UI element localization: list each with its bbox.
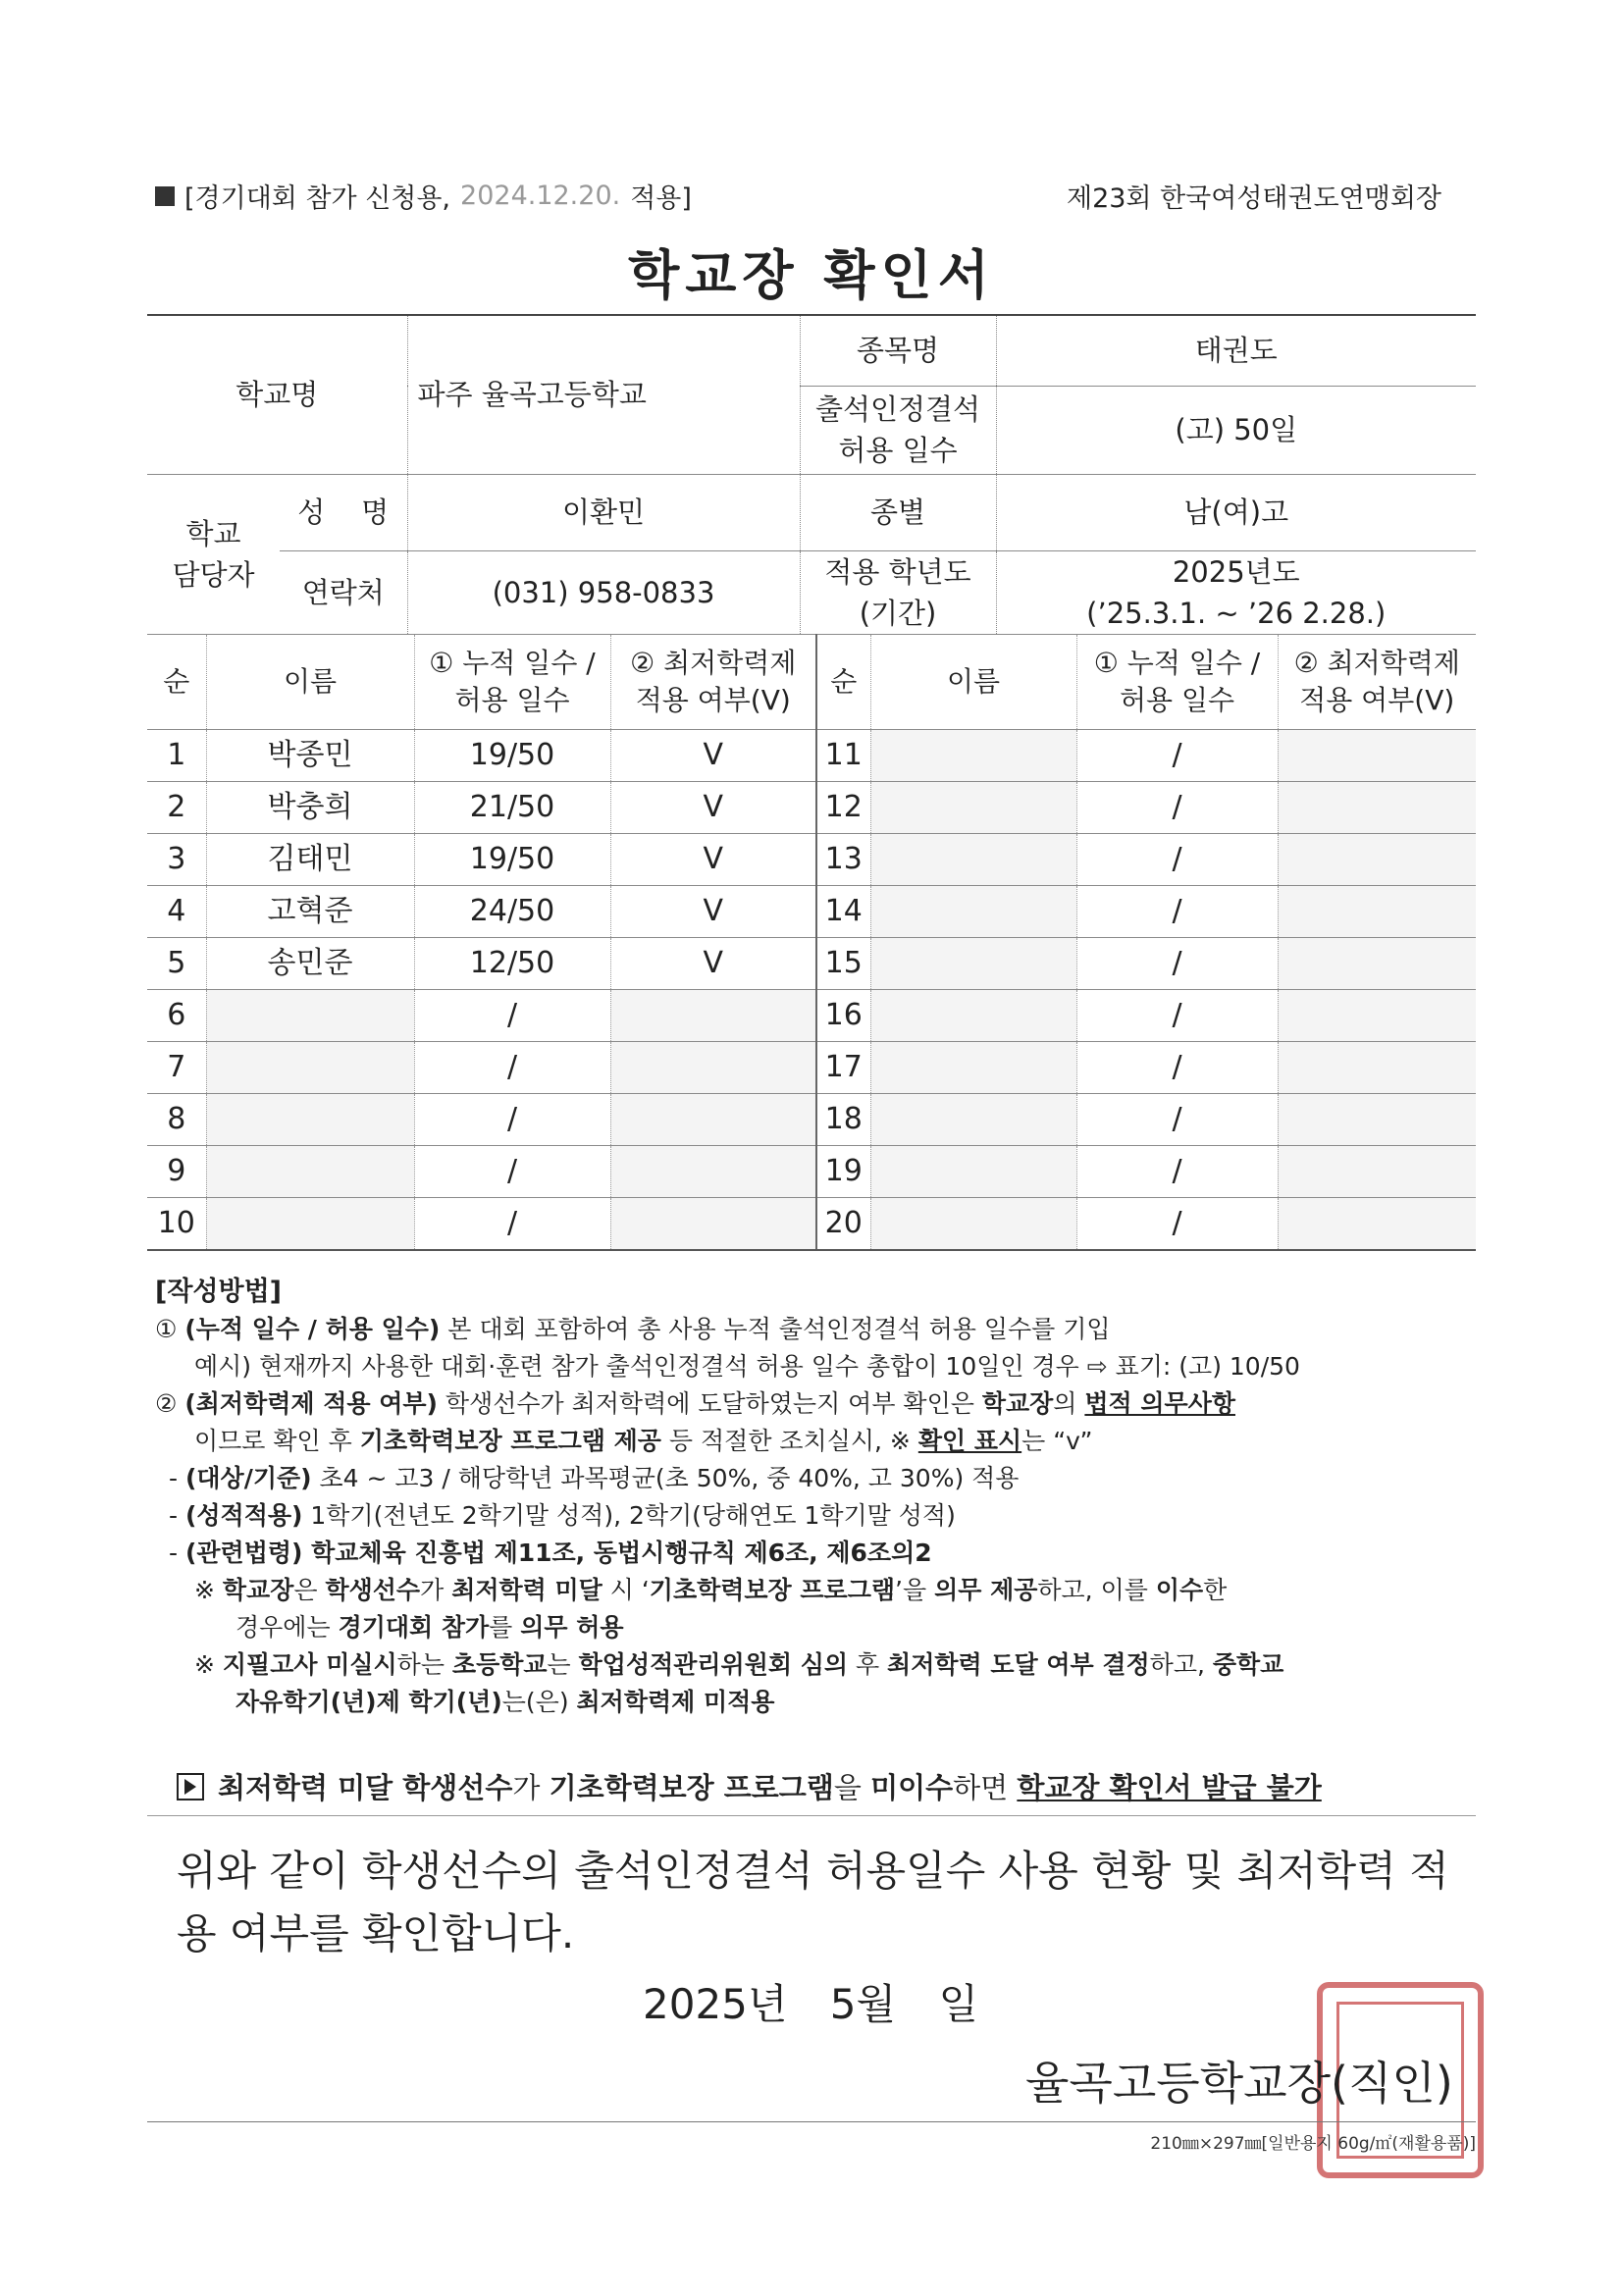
num: ① bbox=[155, 1315, 185, 1343]
header-no-right: 순 bbox=[816, 635, 870, 730]
note-2-cont bbox=[155, 1684, 1300, 1721]
text: 하는 bbox=[396, 1650, 452, 1679]
instruction-target bbox=[155, 1460, 1300, 1497]
header-name-left: 이름 bbox=[206, 635, 414, 730]
term: 자유학기(년)제 학기(년) bbox=[236, 1688, 502, 1716]
term: 의무 제공 bbox=[934, 1576, 1038, 1604]
year-label-line2: (기간) bbox=[859, 596, 937, 630]
header-name-right: 이름 bbox=[870, 635, 1076, 730]
term: 학교장 bbox=[981, 1389, 1054, 1418]
term: 학생선수 bbox=[325, 1576, 421, 1604]
event-label: 종목명 bbox=[800, 315, 996, 386]
allow-days-label-line2: 허용 일수 bbox=[838, 434, 958, 467]
student-name bbox=[206, 1146, 414, 1198]
paper-spec-note: 210㎜×297㎜[일반용지 60g/㎡(재활용품)] bbox=[1150, 2134, 1476, 2154]
warning-note bbox=[177, 1766, 1322, 1806]
days-used: 24/50 bbox=[414, 886, 610, 938]
usage-prefix: [경기대회 참가 신청용, bbox=[184, 183, 451, 214]
min-academic-check bbox=[1278, 1042, 1476, 1094]
term: 이수 bbox=[1155, 1576, 1204, 1604]
header-days-line1: ① 누적 일수 / bbox=[429, 647, 596, 680]
header-days-left bbox=[414, 635, 610, 730]
min-academic-check bbox=[1278, 1094, 1476, 1146]
header-no-left: 순 bbox=[147, 635, 206, 730]
instruction-grades bbox=[155, 1497, 1300, 1535]
year-value bbox=[996, 550, 1476, 634]
term: (누적 일수 / 허용 일수) bbox=[184, 1315, 441, 1343]
table-header-row bbox=[147, 635, 1476, 730]
min-academic-check bbox=[610, 1146, 816, 1198]
row-number: 1 bbox=[147, 730, 206, 782]
days-used: / bbox=[1076, 886, 1278, 938]
text: 을 bbox=[833, 1771, 871, 1804]
row-number: 7 bbox=[147, 1042, 206, 1094]
contact-value: (031) 958-0833 bbox=[407, 550, 800, 634]
instruction-1 bbox=[155, 1311, 1300, 1348]
table-row bbox=[147, 782, 1476, 834]
term: 지필고사 미실시 bbox=[222, 1650, 397, 1679]
header-days-right bbox=[1076, 635, 1278, 730]
dash: - bbox=[169, 1539, 185, 1567]
term: 최저학력제 미적용 bbox=[576, 1688, 775, 1716]
text: 하면 bbox=[953, 1771, 1018, 1804]
allow-days-label-line1: 출석인정결석 bbox=[814, 391, 981, 426]
days-used: 21/50 bbox=[414, 782, 610, 834]
row-number: 9 bbox=[147, 1146, 206, 1198]
manager-label bbox=[147, 474, 280, 634]
min-academic-check bbox=[610, 990, 816, 1042]
days-used: 19/50 bbox=[414, 730, 610, 782]
student-name: 박충희 bbox=[206, 782, 414, 834]
year-label bbox=[800, 550, 996, 634]
min-academic-check bbox=[1278, 730, 1476, 782]
term: 최저학력 미달 학생선수 bbox=[218, 1771, 513, 1804]
header-min-line1: ② 최저학력제 bbox=[630, 647, 797, 680]
text: 하고, 이를 bbox=[1037, 1576, 1156, 1604]
row-number: 18 bbox=[816, 1094, 870, 1146]
text: 경우에는 bbox=[236, 1613, 339, 1642]
name-value: 이환민 bbox=[407, 474, 800, 550]
row-number: 16 bbox=[816, 990, 870, 1042]
row-number: 4 bbox=[147, 886, 206, 938]
min-academic-check bbox=[1278, 1198, 1476, 1251]
manager-label-line1: 학교 bbox=[185, 516, 241, 550]
days-used: 19/50 bbox=[414, 834, 610, 886]
table-row bbox=[147, 1146, 1476, 1198]
allow-days-value: (고) 50일 bbox=[996, 386, 1476, 474]
name-label: 성 명 bbox=[280, 474, 407, 550]
min-academic-check bbox=[610, 1042, 816, 1094]
student-name bbox=[870, 782, 1076, 834]
student-name: 송민준 bbox=[206, 938, 414, 990]
note-2 bbox=[155, 1646, 1300, 1684]
student-name bbox=[870, 938, 1076, 990]
term: 법적 의무사항 bbox=[1084, 1389, 1235, 1418]
text: 는 “v” bbox=[1021, 1427, 1093, 1455]
year-value-line1: 2025년도 bbox=[1172, 554, 1300, 589]
term: 최저학력 도달 여부 결정 bbox=[887, 1650, 1150, 1679]
student-name bbox=[206, 990, 414, 1042]
term: (최저학력제 적용 여부) bbox=[184, 1389, 438, 1418]
school-label: 학교명 bbox=[147, 315, 407, 474]
student-name bbox=[206, 1198, 414, 1251]
min-academic-check bbox=[1278, 990, 1476, 1042]
student-name: 고혁준 bbox=[206, 886, 414, 938]
table-row bbox=[147, 834, 1476, 886]
min-academic-check bbox=[1278, 886, 1476, 938]
text: 가 bbox=[512, 1771, 550, 1804]
form-usage-note bbox=[155, 177, 692, 215]
student-name bbox=[870, 1146, 1076, 1198]
confirmation-statement: 위와 같이 학생선수의 출석인정결석 허용일수 사용 현황 및 최저학력 적용 여부를 확인합니다. bbox=[177, 1847, 1449, 1957]
days-used: 12/50 bbox=[414, 938, 610, 990]
student-name: 박종민 bbox=[206, 730, 414, 782]
type-value: 남(여)고 bbox=[996, 474, 1476, 550]
info-table bbox=[147, 314, 1476, 635]
instructions-heading: [작성방법] bbox=[155, 1277, 283, 1307]
row-number: 3 bbox=[147, 834, 206, 886]
school-value: 파주 율곡고등학교 bbox=[407, 315, 800, 474]
table-row bbox=[147, 990, 1476, 1042]
text: 를 bbox=[489, 1613, 521, 1642]
days-used: / bbox=[414, 1146, 610, 1198]
student-name: 김태민 bbox=[206, 834, 414, 886]
term: (관련법령) 학교체육 진흥법 제11조, 동법시행규칙 제6조, 제6조의2 bbox=[184, 1539, 932, 1567]
student-rows bbox=[147, 730, 1476, 1251]
issuer-header: 제23회 한국여성태권도연맹회장 bbox=[1066, 183, 1441, 214]
days-used: / bbox=[414, 1198, 610, 1251]
header-min-right bbox=[1278, 635, 1476, 730]
event-value: 태권도 bbox=[996, 315, 1476, 386]
header-min-line2: 적용 여부(V) bbox=[1299, 684, 1455, 716]
text: 후 bbox=[848, 1650, 888, 1679]
dash: - bbox=[169, 1464, 185, 1492]
allow-days-label bbox=[800, 386, 996, 474]
row-number: 5 bbox=[147, 938, 206, 990]
term: 경기대회 참가 bbox=[338, 1613, 490, 1642]
row-number: 6 bbox=[147, 990, 206, 1042]
term: 미이수 bbox=[870, 1771, 954, 1804]
min-academic-check: V bbox=[610, 782, 816, 834]
min-academic-check bbox=[1278, 834, 1476, 886]
term: 최저학력 미달 bbox=[451, 1576, 602, 1604]
instructions-section bbox=[155, 1274, 1300, 1721]
student-name bbox=[870, 1094, 1076, 1146]
days-used: / bbox=[1076, 782, 1278, 834]
square-bullet-icon bbox=[155, 186, 175, 206]
row-number: 14 bbox=[816, 886, 870, 938]
row-number: 13 bbox=[816, 834, 870, 886]
issue-date: 2025년 5월 일 bbox=[643, 1980, 979, 2028]
text: 이므로 확인 후 bbox=[194, 1427, 360, 1455]
min-academic-check: V bbox=[610, 834, 816, 886]
year-label-line1: 적용 학년도 bbox=[824, 554, 971, 589]
note-1 bbox=[155, 1572, 1300, 1609]
text: 시 ‘ bbox=[602, 1576, 650, 1604]
student-name bbox=[870, 990, 1076, 1042]
term: (대상/기준) bbox=[184, 1464, 312, 1492]
student-name bbox=[870, 886, 1076, 938]
usage-date: 2024.12.20. bbox=[460, 181, 621, 211]
mark: ※ bbox=[194, 1576, 223, 1604]
student-name bbox=[870, 1042, 1076, 1094]
term: (성적적용) bbox=[184, 1501, 303, 1530]
days-used: / bbox=[1076, 990, 1278, 1042]
contact-label: 연락처 bbox=[280, 550, 407, 634]
divider bbox=[147, 2121, 1476, 2122]
header-days-line2: 허용 일수 bbox=[454, 684, 570, 716]
table-row bbox=[147, 1042, 1476, 1094]
row-number: 12 bbox=[816, 782, 870, 834]
min-academic-check bbox=[1278, 782, 1476, 834]
instruction-laws bbox=[155, 1535, 1300, 1572]
num: ② bbox=[155, 1389, 185, 1418]
instruction-2-cont bbox=[155, 1423, 1300, 1460]
table-row bbox=[147, 886, 1476, 938]
document-title: 학교장 확인서 bbox=[628, 244, 995, 306]
year-value-line2: (’25.3.1. ~ ’26 2.28.) bbox=[1086, 596, 1387, 630]
header-days-line2: 허용 일수 bbox=[1119, 684, 1235, 716]
term: 학교장 확인서 발급 불가 bbox=[1017, 1771, 1322, 1804]
table-row bbox=[147, 1094, 1476, 1146]
min-academic-check bbox=[610, 1198, 816, 1251]
text: 가 bbox=[420, 1576, 452, 1604]
arrow-box-icon bbox=[177, 1773, 204, 1800]
student-table bbox=[147, 634, 1476, 1251]
term: 확인 표시 bbox=[917, 1427, 1022, 1455]
term: 기초학력보장 프로그램 bbox=[649, 1576, 896, 1604]
row-number: 19 bbox=[816, 1146, 870, 1198]
student-name bbox=[870, 834, 1076, 886]
days-used: / bbox=[1076, 1146, 1278, 1198]
min-academic-check bbox=[1278, 938, 1476, 990]
row-number: 15 bbox=[816, 938, 870, 990]
row-number: 11 bbox=[816, 730, 870, 782]
text: 는 bbox=[547, 1650, 579, 1679]
instruction-1-example: 예시) 현재까지 사용한 대회·훈련 참가 출석인정결석 허용 일수 총합이 10일인 경우 ⇨ 표기: (고) 10/50 bbox=[194, 1352, 1300, 1381]
text: 1학기(전년도 2학기말 성적), 2학기(당해연도 1학기말 성적) bbox=[302, 1501, 956, 1530]
term: 학교장 bbox=[222, 1576, 294, 1604]
mark: ※ bbox=[194, 1650, 223, 1679]
min-academic-check bbox=[610, 1094, 816, 1146]
student-name bbox=[206, 1094, 414, 1146]
days-used: / bbox=[1076, 938, 1278, 990]
text: 본 대회 포함하여 총 사용 누적 출석인정결석 허용 일수를 기입 bbox=[440, 1315, 1111, 1343]
term: 중학교 bbox=[1212, 1650, 1284, 1679]
row-number: 10 bbox=[147, 1198, 206, 1251]
principal-signature: 율곡고등학교장(직인) bbox=[1025, 2057, 1453, 2110]
header-min-line1: ② 최저학력제 bbox=[1293, 647, 1460, 680]
min-academic-check bbox=[1278, 1146, 1476, 1198]
usage-suffix: 적용] bbox=[630, 183, 692, 214]
term: 학업성적관리위원회 심의 bbox=[578, 1650, 848, 1679]
text: 등 적절한 조치실시, ※ bbox=[660, 1427, 918, 1455]
days-used: / bbox=[414, 1094, 610, 1146]
min-academic-check: V bbox=[610, 730, 816, 782]
text: 은 bbox=[293, 1576, 326, 1604]
table-row bbox=[147, 938, 1476, 990]
days-used: / bbox=[1076, 1198, 1278, 1251]
days-used: / bbox=[1076, 834, 1278, 886]
row-number: 20 bbox=[816, 1198, 870, 1251]
text: 학생선수가 최저학력에 도달하였는지 여부 확인은 bbox=[437, 1389, 982, 1418]
type-label: 종별 bbox=[800, 474, 996, 550]
days-used: / bbox=[1076, 1094, 1278, 1146]
min-academic-check: V bbox=[610, 938, 816, 990]
term: 기초학력보장 프로그램 제공 bbox=[359, 1427, 661, 1455]
dash: - bbox=[169, 1501, 185, 1530]
student-name bbox=[870, 1198, 1076, 1251]
text: ’을 bbox=[895, 1576, 935, 1604]
days-used: / bbox=[1076, 730, 1278, 782]
min-academic-check: V bbox=[610, 886, 816, 938]
note-1-cont bbox=[155, 1609, 1300, 1646]
manager-label-line2: 담당자 bbox=[172, 557, 255, 592]
row-number: 17 bbox=[816, 1042, 870, 1094]
days-used: / bbox=[414, 990, 610, 1042]
instruction-2 bbox=[155, 1385, 1300, 1423]
text: 의 bbox=[1053, 1389, 1085, 1418]
text: 하고, bbox=[1149, 1650, 1213, 1679]
header-min-line2: 적용 여부(V) bbox=[635, 684, 791, 716]
row-number: 8 bbox=[147, 1094, 206, 1146]
text: 한 bbox=[1203, 1576, 1228, 1604]
text: 는(은) bbox=[501, 1688, 577, 1716]
text: 초4 ~ 고3 / 해당학년 과목평균(초 50%, 중 40%, 고 30%) 적용 bbox=[311, 1464, 1020, 1492]
term: 초등학교 bbox=[451, 1650, 548, 1679]
table-row bbox=[147, 1198, 1476, 1251]
term: 의무 허용 bbox=[520, 1613, 624, 1642]
days-used: / bbox=[1076, 1042, 1278, 1094]
days-used: / bbox=[414, 1042, 610, 1094]
student-name bbox=[206, 1042, 414, 1094]
header-days-line1: ① 누적 일수 / bbox=[1093, 647, 1261, 680]
header-min-left bbox=[610, 635, 816, 730]
row-number: 2 bbox=[147, 782, 206, 834]
table-row bbox=[147, 730, 1476, 782]
term: 기초학력보장 프로그램 bbox=[549, 1771, 834, 1804]
divider bbox=[147, 1815, 1476, 1816]
student-name bbox=[870, 730, 1076, 782]
